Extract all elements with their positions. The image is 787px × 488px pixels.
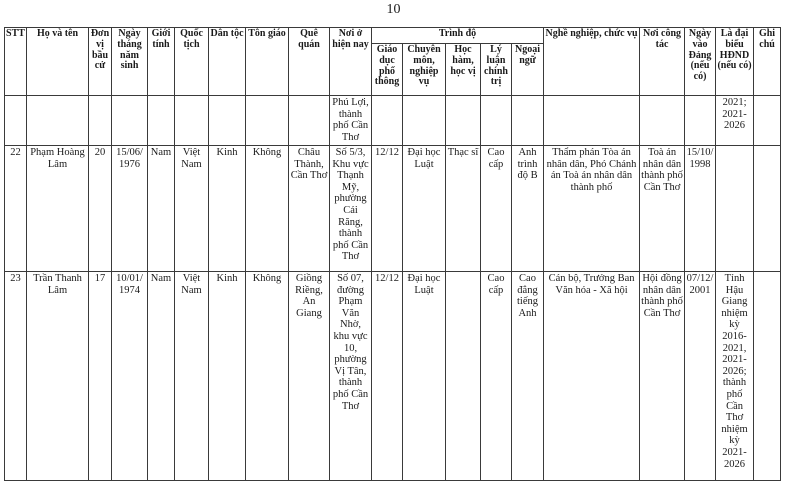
cell-academic-title: Thạc sĩ xyxy=(446,146,481,272)
cell-residence: Số 07, đường Phạm Văn Nhờ, khu vực 10, phường Vị Tân, thành phố Cần Thơ xyxy=(330,272,372,481)
header-nationality: Quốc tịch xyxy=(175,28,209,96)
table-row xyxy=(5,272,781,481)
cell-party-date: 07/12/ 2001 xyxy=(685,272,716,481)
cell-political-theory: Cao cấp xyxy=(481,272,512,481)
cell-birthdate: 10/01/ 1974 xyxy=(112,272,148,481)
cell-hometown: Châu Thành, Cần Thơ xyxy=(289,146,330,272)
cell-name: Phạm Hoàng Lâm xyxy=(27,146,89,272)
cell-constituency: 17 xyxy=(89,272,112,481)
cell-occupation: Thẩm phán Tòa án nhân dân, Phó Chánh án Toà án nhân dân thành phố xyxy=(544,146,640,272)
cell-residence: Số 5/3, Khu vực Thạnh Mỹ, phường Cái Răng, thành phố Cần Thơ xyxy=(330,146,372,272)
cell-foreign-language: Anh trình độ B xyxy=(512,146,544,272)
page-number: 10 xyxy=(386,2,401,17)
cell-workplace: Toà án nhân dân thành phố Cần Thơ xyxy=(640,146,685,272)
header-notes: Ghi chú xyxy=(754,28,781,96)
header-gender: Giới tính xyxy=(148,28,175,96)
header-constituency: Đơn vị bầu cử xyxy=(89,28,112,96)
header-academic-title: Học hàm, học vị xyxy=(446,44,481,96)
header-general-education: Giáo dục phổ thông xyxy=(372,44,403,96)
header-professional: Chuyên môn, nghiệp vụ xyxy=(403,44,446,96)
header-foreign-language: Ngoại ngữ xyxy=(512,44,544,96)
header-workplace: Nơi công tác xyxy=(640,28,685,96)
header-ethnicity: Dân tộc xyxy=(209,28,246,96)
cell-ethnicity: Kinh xyxy=(209,272,246,481)
header-party-date: Ngày vào Đảng (nếu có) xyxy=(685,28,716,96)
cell-foreign-language: Cao đẳng tiếng Anh xyxy=(512,272,544,481)
cell-residence: Phú Lợi, thành phố Cần Thơ xyxy=(330,96,372,146)
header-council-member: Là đại biểu HĐND (nếu có) xyxy=(716,28,754,96)
header-residence: Nơi ở hiện nay xyxy=(330,28,372,96)
cell-gender: Nam xyxy=(148,146,175,272)
cell-council-member xyxy=(716,146,754,272)
cell-name: Trần Thanh Lâm xyxy=(27,272,89,481)
cell-birthdate: 15/06/ 1976 xyxy=(112,146,148,272)
cell-council-member: Tỉnh Hậu Giang nhiệm kỳ 2016-2021, 2021-2026; thành phố Cần Thơ nhiệm kỳ 2021-2026 xyxy=(716,272,754,481)
header-birthdate: Ngày tháng năm sinh xyxy=(112,28,148,96)
header-religion: Tôn giáo xyxy=(246,28,289,96)
cell-professional: Đại học Luật xyxy=(403,146,446,272)
cell-religion: Không xyxy=(246,146,289,272)
cell-gender: Nam xyxy=(148,272,175,481)
cell-occupation: Cán bộ, Trưởng Ban Văn hóa - Xã hội xyxy=(544,272,640,481)
header-stt: STT xyxy=(5,28,27,96)
table-row-continuation xyxy=(5,96,781,146)
cell-stt: 23 xyxy=(5,272,27,481)
header-occupation: Nghề nghiệp, chức vụ xyxy=(544,28,640,96)
cell-academic-title xyxy=(446,272,481,481)
header-hometown: Quê quán xyxy=(289,28,330,96)
cell-notes xyxy=(754,146,781,272)
cell-hometown: Giồng Riềng, An Giang xyxy=(289,272,330,481)
cell-notes xyxy=(754,272,781,481)
cell-council-member: 2021; 2021-2026 xyxy=(716,96,754,146)
cell-political-theory: Cao cấp xyxy=(481,146,512,272)
header-name: Họ và tên xyxy=(27,28,89,96)
cell-stt: 22 xyxy=(5,146,27,272)
cell-religion: Không xyxy=(246,272,289,481)
candidate-table xyxy=(4,27,781,481)
cell-constituency: 20 xyxy=(89,146,112,272)
cell-general-education: 12/12 xyxy=(372,146,403,272)
cell-workplace: Hội đồng nhân dân thành phố Cần Thơ xyxy=(640,272,685,481)
header-education-group: Trình độ xyxy=(372,28,544,44)
cell-general-education: 12/12 xyxy=(372,272,403,481)
cell-nationality: Việt Nam xyxy=(175,272,209,481)
table-row xyxy=(5,146,781,272)
header-political-theory: Lý luận chính trị xyxy=(481,44,512,96)
cell-ethnicity: Kinh xyxy=(209,146,246,272)
cell-nationality: Việt Nam xyxy=(175,146,209,272)
cell-professional: Đại học Luật xyxy=(403,272,446,481)
cell-party-date: 15/10/ 1998 xyxy=(685,146,716,272)
